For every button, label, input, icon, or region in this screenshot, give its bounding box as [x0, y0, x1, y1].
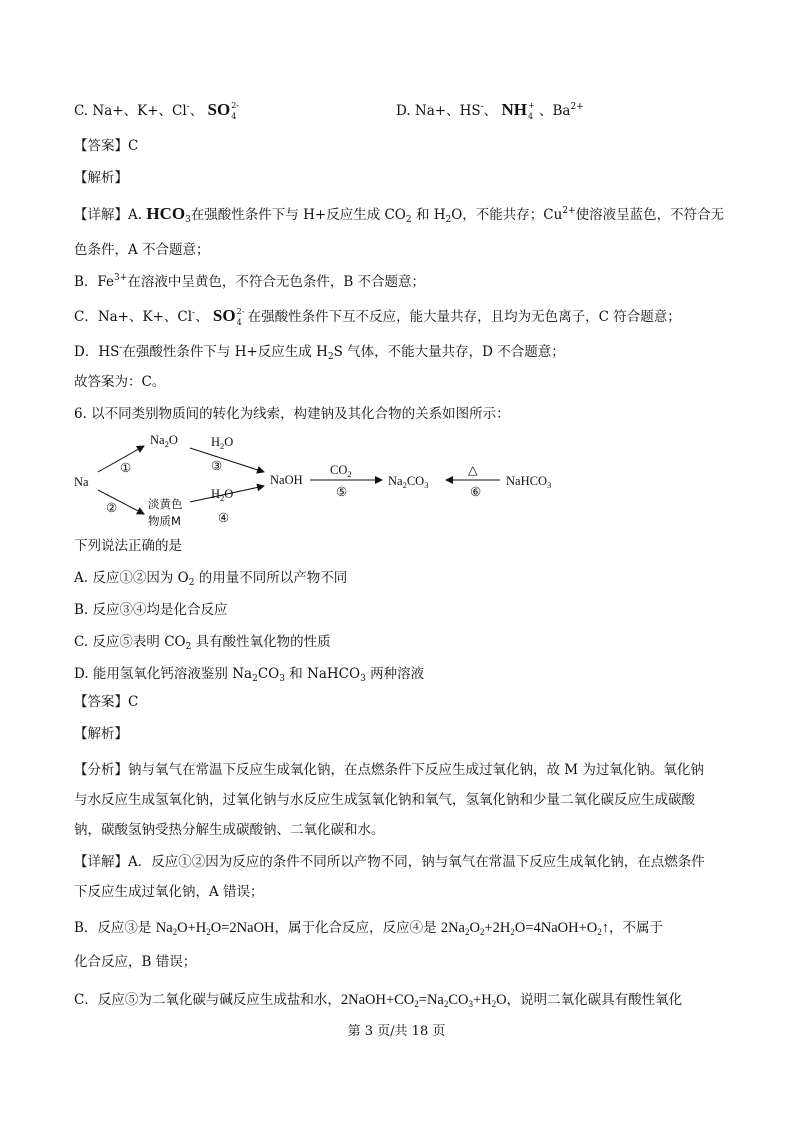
analysis-label-2: 【解析】 — [74, 726, 128, 742]
detail2-b-line-2: 化合反应，B 错误； — [74, 954, 197, 970]
node-na2o: $Na_2O$ — [150, 433, 178, 449]
analysis-label-1: 【解析】 — [74, 170, 128, 186]
label-reaction-4: ④ — [218, 511, 230, 525]
detail2-line-1: 【详解】A．反应①②因为反应的条件不同所以产物不同，钠与氧气在常温下反应生成氧化钠，在点燃条件 — [74, 854, 705, 870]
option-c-ions: C. Na+、K+、Cl-、 SO 2- 4 — [74, 100, 239, 121]
detail-b-line: B．$Fe^{3+}$在溶液中呈黄色，不符合无色条件，B 不合题意； — [74, 273, 426, 290]
analysis-line-2: 与水反应生成氢氧化钠，过氧化钠与水反应生成氢氧化钠和氧气，氢氧化钠和少量二氧化碳反应生成碳酸 — [74, 792, 695, 808]
label-reaction-5: ⑤ — [336, 485, 348, 499]
node-na2co3: $Na_2CO_3$ — [388, 474, 429, 490]
label-heat: △ — [468, 463, 478, 477]
reaction-diagram — [68, 428, 588, 532]
detail-a-line: 【详解】A. $HCO_3$在强酸性条件下与 H+反应生成 $CO_2$ 和 $H_2O$，不能共存；$Cu^{2+}$使溶液呈蓝色，不符合无 — [74, 204, 725, 225]
arrow-reaction-3 — [190, 448, 264, 472]
option-d-ions: D. Na+、HS-、 NH + 4 、$Ba^{2+}$ — [396, 100, 584, 121]
analysis-line-1: 【分析】钠与氧气在常温下反应生成氧化钠，在点燃条件下反应生成过氧化钠，故 M 为过氧化钠。氧化钠 — [74, 762, 704, 778]
label-reaction-6: ⑥ — [470, 485, 482, 499]
detail2-b-line: B．反应③是 $Na_2O+H_2O=2NaOH$，属于化合反应，反应④是 $2Na_2O_2+2H_2O=4NaOH+O_2↑$，不属于 — [74, 920, 664, 937]
page-footer: 第 3 页/共 18 页 — [347, 1024, 446, 1039]
node-m-line1: 淡黄色 — [148, 497, 183, 511]
label-h2o-4: $H_2O$ — [211, 487, 234, 503]
detail-c-line: C．Na+、K+、Cl-、 SO 2- 4 在强酸性条件下互不反应，能大量共存，且均为无色离子，C 符合题意； — [74, 306, 681, 327]
label-reaction-3: ③ — [211, 459, 223, 473]
node-m-line2: 物质M — [148, 514, 181, 528]
arrow-reaction-2 — [98, 490, 144, 514]
detail-a-line-2: 色条件，A 不合题意； — [74, 242, 210, 258]
analysis-line-3: 钠，碳酸氢钠受热分解生成碳酸钠、二氧化碳和水。 — [74, 822, 385, 838]
detail-d-line: D．HS-在强酸性条件下与 H+反应生成 $H_2S$ 气体，不能大量共存，D 不合题意； — [74, 343, 565, 362]
question-6-stem: 6. 以不同类别物质间的转化为线索，构建钠及其化合物的关系如图所示： — [74, 406, 510, 422]
label-h2o-3: $H_2O$ — [211, 435, 234, 451]
detail2-line-2: 下反应生成过氧化钠，A 错误； — [74, 884, 264, 900]
node-nahco3: NaHCO$_3$ — [506, 474, 552, 490]
conclusion-1: 故答案为：C。 — [74, 374, 166, 390]
node-naoh: NaOH — [270, 473, 303, 487]
question-6-prompt: 下列说法正确的是 — [74, 538, 182, 554]
detail2-c-line: C．反应⑤为二氧化碳与碱反应生成盐和水，$2NaOH+CO_2=Na_2CO_3+H_2O$，说明二氧化碳具有酸性氧化 — [74, 992, 683, 1009]
label-reaction-1: ① — [120, 461, 132, 475]
option-c-6: C. 反应⑤表明 $CO_2$ 具有酸性氧化物的性质 — [74, 634, 331, 652]
option-a-6: A. 反应①②因为 $O_2$ 的用量不同所以产物不同 — [74, 570, 348, 588]
option-b-6: B. 反应③④均是化合反应 — [74, 602, 228, 618]
label-co2: $CO_2$ — [330, 463, 352, 479]
option-d-6: D. 能用氢氧化钙溶液鉴别 $Na_2CO_3$ 和 NaHCO$_3$ 两种溶液 — [74, 666, 425, 684]
answer-label-2: 【答案】C — [74, 694, 139, 710]
label-reaction-2: ② — [106, 501, 118, 515]
answer-label-1: 【答案】C — [74, 138, 139, 154]
node-na: Na — [74, 475, 89, 489]
